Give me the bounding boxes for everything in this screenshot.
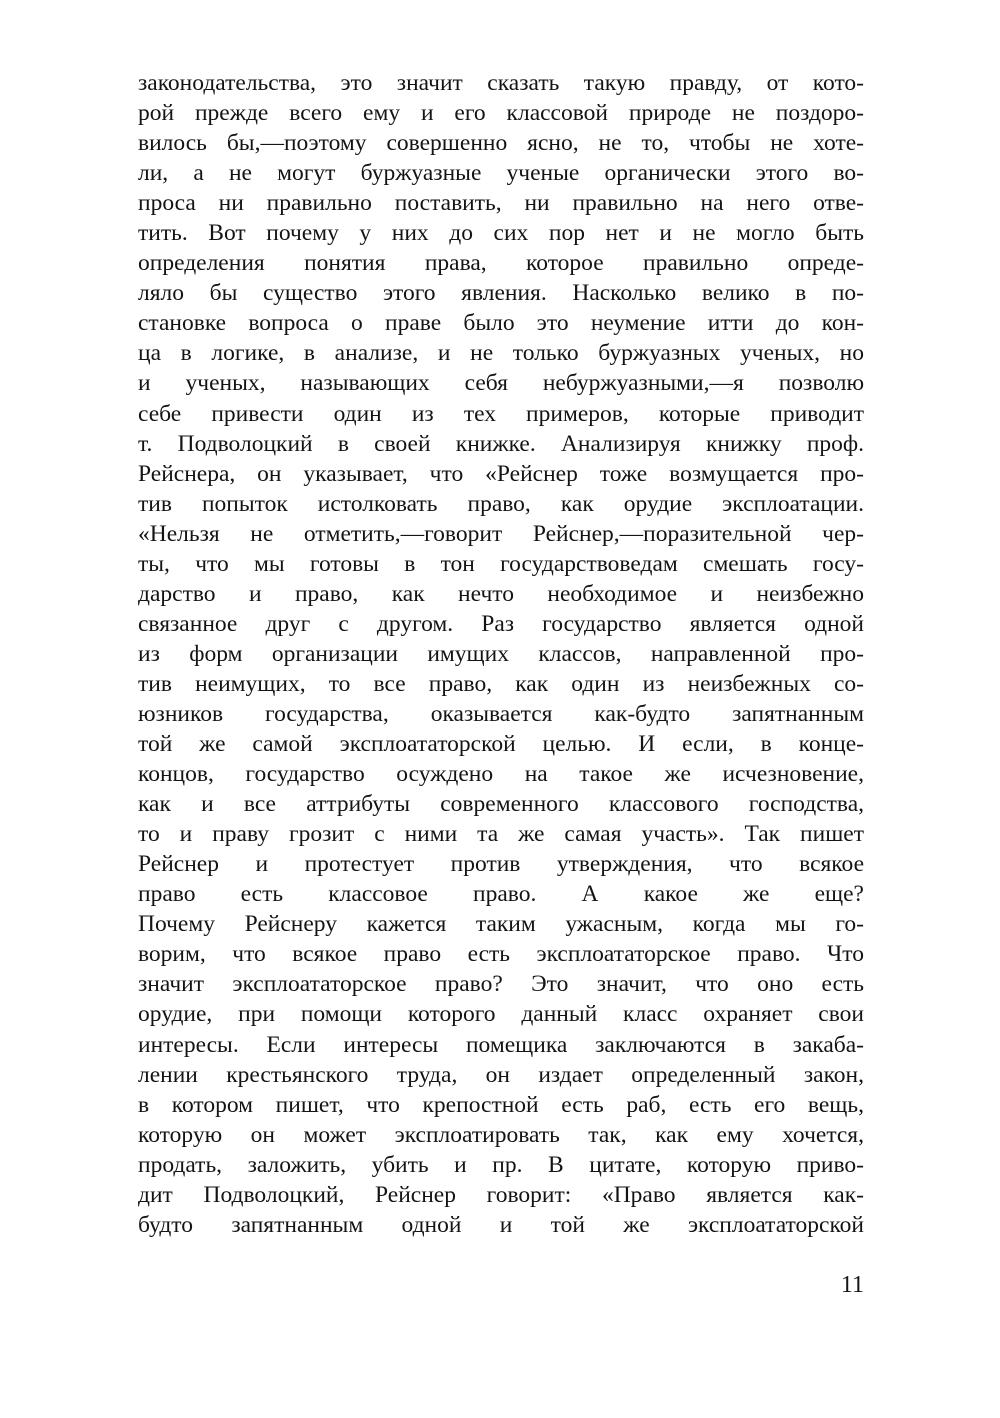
text-line: из форм организации имущих классов, направленной про-	[138, 640, 864, 667]
text-line: законодательства, это значит сказать такую правду, от кото-	[138, 70, 864, 96]
text-line: которую он может эксплоатировать так, как ему хочется,	[138, 1121, 864, 1148]
text-line: в котором пишет, что крепостной есть раб, есть его вещь,	[138, 1091, 864, 1118]
text-line: рой прежде всего ему и его классовой природе не поздоро-	[138, 100, 864, 127]
text-line: проса ни правильно поставить, ни правильно на него отве-	[138, 190, 864, 217]
text-line: себе привести один из тех примеров, которые приводит	[138, 400, 864, 427]
text-line: связанное друг с другом. Раз государство является одной	[138, 610, 864, 637]
text-line: лении крестьянского труда, он издает определенный закон,	[138, 1061, 864, 1088]
text-line: как и все аттрибуты современного классового господства,	[138, 791, 864, 818]
text-line: и ученых, называющих себя небуржуазными,—я позволю	[138, 370, 864, 397]
text-line: тить. Вот почему у них до сих пор нет и не могло быть	[138, 220, 864, 247]
text-line: ворим, что всякое право есть эксплоататорское право. Что	[138, 941, 864, 968]
text-line: дарство и право, как нечто необходимое и неизбежно	[138, 580, 864, 607]
text-line: значит эксплоататорское право? Это значит, что оно есть	[138, 971, 864, 998]
text-line: тив неимущих, то все право, как один из неизбежных со-	[138, 670, 864, 697]
text-line: продать, заложить, убить и пр. В цитате, которую приво-	[138, 1151, 864, 1178]
text-line: Рейснера, он указывает, что «Рейснер тоже возмущается про-	[138, 460, 864, 487]
text-line: становке вопроса о праве было это неумение итти до кон-	[138, 310, 864, 337]
text-line: тив попыток истолковать право, как орудие эксплоатации.	[138, 490, 864, 517]
text-line: орудие, при помощи которого данный класс охраняет свои	[138, 1001, 864, 1028]
text-line: определения понятия права, которое правильно опреде-	[138, 250, 864, 277]
text-line: вилось бы,—поэтому совершенно ясно, не то, чтобы не хоте-	[138, 130, 864, 157]
page-number: 11	[840, 1272, 864, 1298]
text-line: «Нельзя не отметить,—говорит Рейснер,—поразительной чер-	[138, 520, 864, 547]
text-line: т. Подволоцкий в своей книжке. Анализируя книжку проф.	[138, 430, 864, 457]
text-line: дит Подволоцкий, Рейснер говорит: «Право является как-	[138, 1181, 864, 1208]
text-line: ты, что мы готовы в тон государствоведам смешать госу-	[138, 550, 864, 577]
text-line: Почему Рейснеру кажется таким ужасным, когда мы го-	[138, 911, 864, 938]
text-line: то и праву грозит с ними та же самая участь». Так пишет	[138, 821, 864, 848]
text-line: интересы. Если интересы помещика заключаются в закаба-	[138, 1031, 864, 1058]
text-line: юзников государства, оказывается как-будто запятнанным	[138, 700, 864, 727]
body-text	[138, 68, 864, 1240]
text-line: концов, государство осуждено на такое же исчезновение,	[138, 761, 864, 788]
text-line: право есть классовое право. А какое же еще?	[138, 881, 864, 908]
text-line: будто запятнанным одной и той же эксплоататорской	[138, 1211, 864, 1238]
text-line: Рейснер и протестует против утверждения, что всякое	[138, 851, 864, 878]
text-line: ли, а не могут буржуазные ученые органически этого во-	[138, 160, 864, 187]
text-line: той же самой эксплоататорской целью. И если, в конце-	[138, 731, 864, 758]
text-line: ляло бы существо этого явления. Насколько велико в по-	[138, 280, 864, 307]
text-line: ца в логике, в анализе, и не только буржуазных ученых, но	[138, 340, 864, 367]
